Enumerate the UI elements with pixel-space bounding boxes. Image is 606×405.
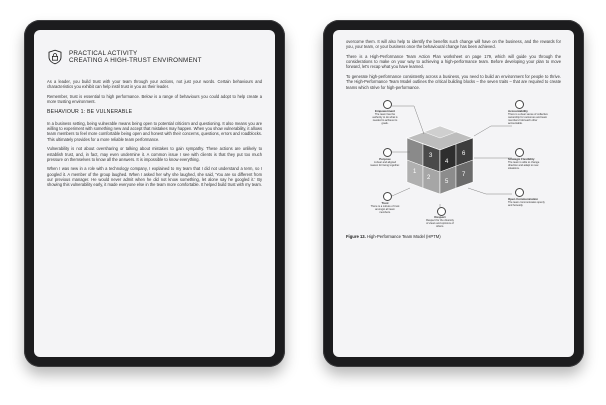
hptm-figure — [346, 96, 561, 231]
shield-lock-icon — [47, 49, 63, 65]
caption-text: High-Performance Team Model (HPTM) — [365, 233, 441, 239]
trait-desc: The team communicates openly and honestly. — [508, 200, 545, 207]
paragraph: Vulnerability is not about oversharing or talking about mistakes to gain sympathy. These actions are unlikely to establish trust, and, in fact, may even undermine it. A common issue I see with clients is that they put too much pressure on themselves to know all the answers. It is impossible to know everything. — [47, 146, 262, 162]
trait-open-communication — [508, 198, 548, 207]
trait-name: Open Communication — [508, 196, 539, 201]
handshake-icon — [383, 192, 392, 201]
activity-header — [47, 49, 262, 65]
cube-number-5: 5 — [445, 178, 449, 185]
rocket-icon — [383, 100, 392, 109]
trait-name: Trust — [381, 200, 389, 205]
paragraph: There is a High-Performance Team Action Plan worksheet on page 179, which will guide you through the considerations to make on your way to achieving a high-performance team. Before developing your plan to move forward, let's recap what you have learned. — [346, 53, 561, 70]
trait-name: Empowerment — [375, 108, 395, 113]
trait-desc: The team is able to change direction and adapt to new situations. — [508, 160, 540, 170]
trait-desc: There is a culture of trust amongst all team members. — [370, 204, 400, 214]
right-screen — [333, 30, 574, 357]
right-page — [346, 39, 561, 351]
left-page — [47, 39, 262, 351]
activity-kicker: PRACTICAL ACTIVITY — [69, 50, 138, 57]
cube-number-7: 7 — [462, 171, 466, 178]
trait-accountability — [508, 110, 548, 125]
right-tablet — [323, 20, 584, 367]
caption-label: Figure 13. — [346, 233, 366, 239]
cube-number-3: 3 — [429, 152, 433, 159]
trait-name: Strategic Flexibility — [508, 156, 535, 161]
section-subheading: BEHAVIOUR 1: BE VULNERABLE — [47, 109, 133, 116]
accountability-icon — [515, 100, 524, 109]
trait-name: Purpose — [379, 156, 391, 161]
trait-name: Accountability — [508, 108, 528, 113]
activity-heading: CREATING A HIGH-TRUST ENVIRONMENT — [69, 57, 202, 64]
trait-desc: Respect for the diversity of views and opinions of others. — [426, 218, 454, 228]
cube-number-6: 6 — [462, 150, 466, 157]
arrows-icon — [515, 148, 524, 157]
paragraph: Remember, trust is essential to high performance. Below is a range of behaviours you could adopt to help create a more trusting environment. — [47, 93, 262, 105]
left-tablet — [24, 20, 285, 367]
cube-number-1: 1 — [413, 168, 417, 175]
trait-empowerment — [370, 110, 400, 125]
trait-purpose — [370, 158, 400, 167]
trait-name: Respect — [434, 214, 446, 219]
trait-desc: There is a clear sense of collective ownership for outcomes and team members hold each other accountable. — [508, 112, 548, 125]
target-icon — [383, 148, 392, 157]
trait-strategic-flexibility — [508, 158, 548, 170]
trait-desc: The team has the authority to do what is needed to achieve its goals. — [372, 112, 398, 125]
speech-bubble-icon — [515, 188, 524, 197]
cube-number-2: 2 — [427, 174, 431, 181]
paragraph: As a leader, you build trust with your team through your actions, not just your words. Certain behaviours and characteristics you exhibit can help instil trust in you as their leader. — [47, 79, 262, 90]
trait-desc: A clear and aligned reason for being together. — [370, 160, 400, 167]
left-screen — [34, 30, 275, 357]
paragraph: When I was new in a role with a technology company, I explained to my team that I did not understand a term, so I googled it. A member of the group laughed. When I asked her why she laughed, she said, 'You are so different from our previous manager. He would never admit when he did not know something, let alone say he googled it.' By showing this vulnerability early, it made everyone else in the team more comfortable. It helped build trust with my team. — [47, 166, 262, 188]
paragraph: To generate high-performance consistently across a business, you need to build an environment for people to thrive. The High-Performance Team Model outlines the critical building blocks – the seven traits – that are required to create teams which strive for high-performance. — [346, 74, 561, 90]
trait-trust — [370, 202, 400, 214]
paragraph: In a business setting, being vulnerable means being open to potential criticism and questioning. It also means you are willing to experiment with something new and accept that mistakes may happen. When you show vulnerability, it allows team members to feel more comfortable being open and honest with their concerns, questions, errors and roadblocks. This ultimately provides for a more reliable team performance. — [47, 120, 262, 142]
trait-respect — [425, 216, 455, 228]
paragraph: overcome them. It will also help to identify the benefits such change will have on the business, and the rewards for you, your team, or your business once the behavioural change has been achieved. — [346, 39, 561, 50]
cube-number-4: 4 — [445, 158, 449, 165]
figure-caption — [346, 234, 561, 239]
